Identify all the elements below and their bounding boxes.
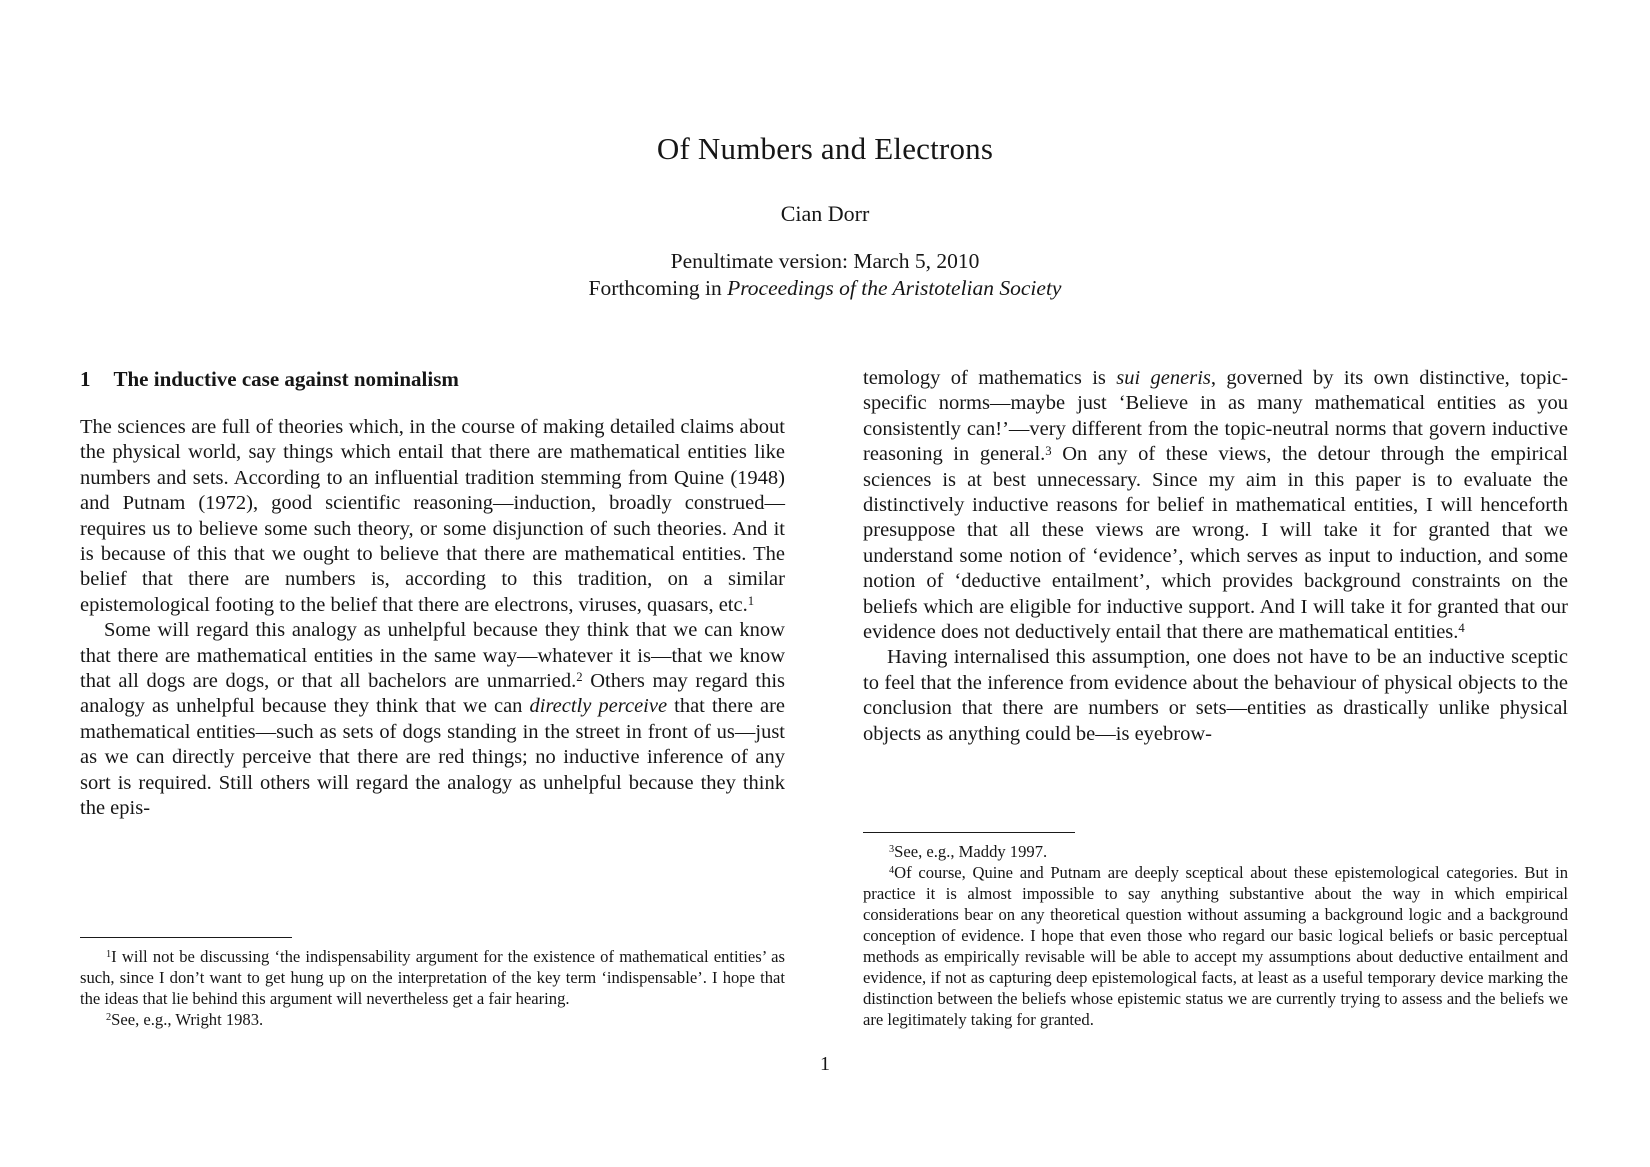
footnotes-left xyxy=(80,937,785,1030)
footnote: $^3$See, e.g., Maddy 1997. xyxy=(889,842,1048,861)
paper-meta xyxy=(0,248,1650,302)
footnote: $^1$I will not be discussing ‘the indispensability argument for the existence of mathematical entities’ as such, since I don’t want to get hung up on the interpretation of the key term ‘indispensable’. I hope that the ideas that lie behind this argument will nevertheless get a fair hearing. xyxy=(80,947,785,1008)
version-line: Penultimate version: March 5, 2010 xyxy=(670,249,980,273)
footnote: $^4$Of course, Quine and Putnam are deeply sceptical about these epistemological categories. But in practice it is almost impossible to say anything substantive about the way in which empirical considerations bear on any theoretical question without assuming a background logic and a background conception of evidence. I hope that even those who regard our basic logical beliefs or basic perceptual methods as empirically revisable will be able to accept my assumptions about deductive entailment and evidence, if not as capturing deep epistemological facts, at least as a useful temporary device marking the distinction between the beliefs whose epistemic status we are currently trying to assess and the beliefs we are legitimately taking for granted. xyxy=(863,863,1568,1029)
paragraph: Having internalised this assumption, one does not have to be an inductive sceptic to feel that the inference from evidence about the behaviour of physical objects to the conclusion that there are numbers or sets—entities as drastically unlike physical objects as anything could be—is eyebrow- xyxy=(863,646,1568,745)
left-column xyxy=(80,366,785,1030)
paragraph: temology of mathematics is sui generis, governed by its own distinctive, topic-specific norms—maybe just ‘Believe in as many mathematical entities as you consistently can!’—very different from the topic-neutral norms that govern inductive reasoning in general.$^3$ On any of these views, the detour through the empirical sciences is at best unnecessary. Since my aim in this paper is to evaluate the distinctively inductive reasons for belief in mathematical entities, I will henceforth presuppose that all these views are wrong. I will take it for granted that we understand some notion of ‘evidence’, which serves as input to induction, and some notion of ‘deductive entailment’, which provides background constraints on the beliefs which are eligible for inductive support. And I will take it for granted that our evidence does not deductively entail that there are mathematical entities.$^4$ xyxy=(863,367,1568,644)
paragraph: The sciences are full of theories which, in the course of making detailed claims about the physical world, say things which entail that there are mathematical entities like numbers and sets. According to an influential tradition stemming from Quine (1948) and Putnam (1972), good scientific reasoning—induction, broadly construed—requires us to believe some such theory, or some disjunction of such theories. And it is because of this that we ought to believe that there are mathematical entities. The belief that there are numbers is, according to this tradition, on a similar epistemological footing to the belief that there are electrons, viruses, quasars, etc.$^1$ xyxy=(80,416,785,616)
section-heading xyxy=(80,366,785,393)
title-block xyxy=(0,131,1650,167)
footnote: $^2$See, e.g., Wright 1983. xyxy=(106,1010,264,1029)
footnotes-right xyxy=(863,832,1568,1030)
paper-author: Cian Dorr xyxy=(780,201,870,226)
footnote-separator xyxy=(863,832,1075,833)
forthcoming-line: Forthcoming in Proceedings of the Aristotelian Society xyxy=(588,276,1062,300)
paragraph: Some will regard this analogy as unhelpful because they think that we can know that there are mathematical entities in the same way—whatever it is—that we know that all dogs are dogs, or that all bachelors are unmarried.$^2$ Others may regard this analogy as unhelpful because they think that we can directly perceive that there are mathematical entities—such as sets of dogs standing in the street in front of us—just as we can directly perceive that there are red things; no inductive inference of any sort is required. Still others will regard the analogy as unhelpful because they think the epis- xyxy=(80,619,785,820)
right-column xyxy=(863,366,1568,1030)
page-number: 1 xyxy=(820,1053,830,1075)
section-number: 1 xyxy=(80,367,91,391)
two-column-body xyxy=(80,366,1568,1030)
footnote-separator xyxy=(80,937,292,938)
paper-title: Of Numbers and Electrons xyxy=(656,131,994,166)
section-title: The inductive case against nominalism xyxy=(113,367,459,391)
